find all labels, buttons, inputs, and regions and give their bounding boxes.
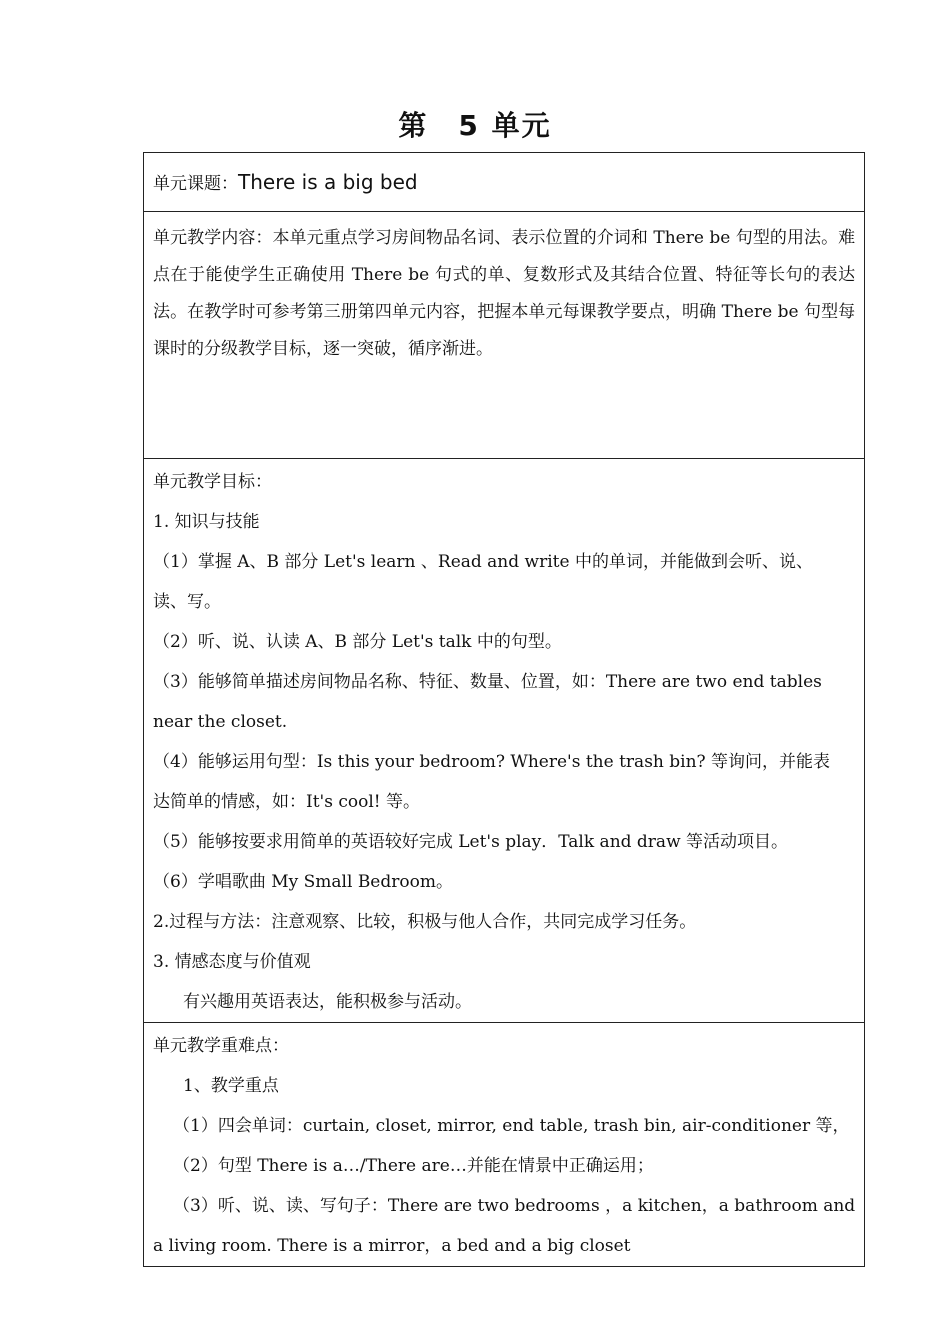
objective-item-2: （2）听、说、认读 A、B 部分 Let's talk 中的句型。 [153,632,562,652]
objective-item-6: （6）学唱歌曲 My Small Bedroom。 [153,872,453,892]
objective-item-4a: （4）能够运用句型：Is this your bedroom? Where's the trash bin? 等询问，并能表 [153,752,831,772]
objectives-section-3-text: 有兴趣用英语表达，能积极参与活动。 [183,992,472,1012]
content-cell [144,212,865,459]
objective-item-1b: 读、写。 [153,592,221,612]
keypoints-heading: 单元教学重难点： [153,1036,289,1056]
objectives-row [144,459,865,1023]
objectives-section-2: 2.过程与方法：注意观察、比较，积极与他人合作，共同完成学习任务。 [153,912,697,932]
topic-label: 单元课题： [153,174,238,194]
objectives-heading: 单元教学目标： [153,472,272,492]
objectives-cell [144,459,865,1023]
keypoint-item-1: （1）四会单词：curtain, closet, mirror, end table, trash bin, air-conditioner 等， [173,1116,850,1136]
objective-item-3a: （3）能够简单描述房间物品名称、特征、数量、位置，如：There are two end tables [153,672,822,692]
unit-topic [153,169,855,197]
objectives-section-1: 1. 知识与技能 [153,512,260,532]
keypoints-row [144,1023,865,1267]
content-row [144,212,865,459]
unit-plan-table [143,152,865,1267]
objective-item-5: （5）能够按要求用简单的英语较好完成 Let's play．Talk and draw 等活动项目。 [153,832,789,852]
keypoint-item-3b: a living room. There is a mirror，a bed and a big closet [153,1236,631,1256]
objectives-section-3: 3. 情感态度与价值观 [153,952,311,972]
topic-value: There is a big bed [238,170,418,194]
keypoints-sub-1: 1、教学重点 [183,1076,279,1096]
objective-item-4b: 达简单的情感，如：It's cool! 等。 [153,792,421,812]
page-title: 第 5 单元 [398,109,552,142]
topic-cell [144,153,865,212]
keypoint-item-2: （2）句型 There is a…/There are…并能在情景中正确运用； [173,1156,654,1176]
teaching-content: 单元教学内容：本单元重点学习房间物品名词、表示位置的介词和 There be 句型的用法。难点在于能使学生正确使用 There be 句式的单、复数形式及其结合位置、特征等长句的表达法。在教学时可参考第三册第四单元内容，把握本单元每课教学要点，明确 There be 句型每课时的分级教学目标，逐一突破，循序渐进。 [153,228,856,359]
objective-item-1a: （1）掌握 A、B 部分 Let's learn 、Read and write 中的单词，并能做到会听、说、 [153,552,813,572]
topic-row [144,153,865,212]
keypoint-item-3a: （3）听、说、读、写句子：There are two bedrooms ，a kitchen，a bathroom and [173,1196,856,1216]
keypoints-cell [144,1023,865,1267]
objective-item-3b: near the closet. [153,712,288,732]
